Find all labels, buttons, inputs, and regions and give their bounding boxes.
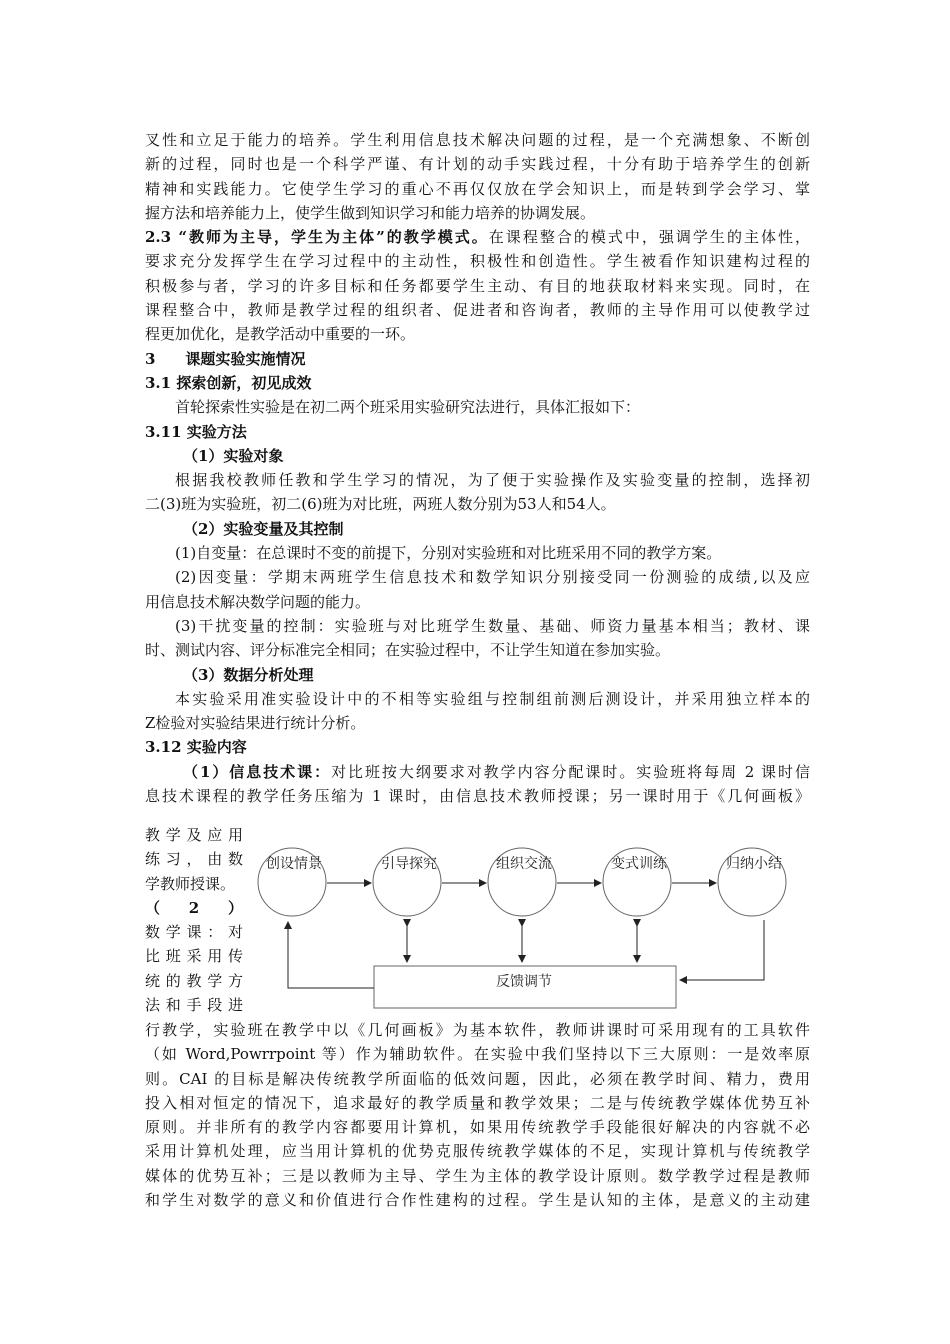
paragraph-line: (1)自变量：在总课时不变的前提下，分别对实验班和对比班采用不同的教学方案。: [175, 544, 722, 563]
paragraph-line: 课程整合中，教师是教学过程的组织者、促进者和咨询者，教师的主导作用可以使教学过: [145, 301, 810, 320]
paragraph-line: 教 学 及 应 用: [145, 826, 243, 844]
paragraph-line: 练 习 ， 由 数: [145, 850, 243, 869]
section-3-heading: 3 课题实验实施情况: [145, 349, 306, 368]
section-2-3-heading: 2.3 “教师为主导，学生为主体”的教学模式。: [145, 228, 489, 247]
math-course-label-line: 数 学 课 ： 对: [145, 923, 243, 942]
subheading-subject: （1）实验对象: [183, 446, 284, 465]
paragraph-line: 积极参与者，学习的许多目标和任务都要学生主动、有目的地获取材料来实现。同时，在: [145, 276, 810, 295]
feedback-label: 反馈调节: [496, 974, 552, 990]
paragraph-line: 息技术课程的教学任务压缩为 1 课时，由信息技术教师授课；另一课时用于《几何画板》: [145, 787, 810, 806]
teaching-flow-svg: [250, 828, 810, 1018]
main-text: [145, 128, 810, 808]
paragraph-line: 新的过程，同时也是一个科学严谨、有计划的动手实践过程，十分有助于培养学生的创新: [145, 155, 810, 174]
teaching-flow-diagram: [250, 828, 810, 1018]
feedback-arrow-left: [288, 922, 374, 988]
paragraph-line: 程更加优化，是教学活动中重要的一环。: [145, 325, 416, 344]
paragraph-line: 行教学，实验班在教学中以《几何画板》为基本软件，教师讲课时可采用现有的工具软件: [145, 1021, 810, 1039]
step-label: 引导探究: [381, 856, 437, 872]
subheading-variables: （2）实验变量及其控制: [183, 519, 344, 538]
paragraph-line: 统 的 教 学 方: [145, 971, 243, 990]
paragraph-line: 原则。并非所有的教学内容都要用计算机，如果用传统教学手段能很好解决的内容就不必: [145, 1118, 810, 1137]
continued-text: [145, 1018, 810, 1212]
step-label: 变式训练: [611, 856, 667, 872]
paragraph-line: 用信息技术解决数学问题的能力。: [145, 592, 371, 611]
step-label: 组织交流: [496, 856, 552, 872]
paragraph-line: 学教师授课。: [145, 874, 236, 893]
subheading-data-analysis: （3）数据分析处理: [183, 665, 314, 684]
paragraph-line: 和学生对数学的意义和价值进行合作性建构的过程。学生是认知的主体，是意义的主动建: [145, 1191, 810, 1210]
paragraph-line: Z检验对实验结果进行统计分析。: [145, 714, 366, 733]
paragraph-line: 根据我校教师任教和学生学习的情况，为了便于实验操作及实验变量的控制，选择初: [175, 471, 810, 490]
feedback-arrow-right: [680, 920, 764, 980]
paragraph-line: 本实验采用准实验设计中的不相等实验组与控制组前测后测设计，并采用独立样本的: [175, 689, 810, 708]
paragraph-line: 则。CAI 的目标是解决传统教学所面临的低效问题，因此，必须在教学时间、精力，费用: [145, 1069, 810, 1088]
section-3-12-heading: 3.12 实验内容: [145, 738, 247, 757]
it-course-first-line: （1）信息技术课：对比班按大纲要求对教学内容分配课时。实验班将每周 2 课时信: [183, 762, 810, 781]
paragraph-line: 法 和 手 段 进: [145, 996, 243, 1015]
paragraph-line: 时、测试内容、评分标准完全相同；在实验过程中，不让学生知道在参加实验。: [145, 641, 671, 660]
paragraph-line: 媒体的优势互补；三是以教师为主导、学生为主体的教学设计原则。数学教学过程是教师: [145, 1166, 810, 1185]
paragraph-line: （如 Word,Powrrpoint 等）作为辅助软件。在实验中我们坚持以下三大原则：一是效率原: [145, 1045, 810, 1064]
paragraph-line: (2)因变量：学期末两班学生信息技术和数学知识分别接受同一份测验的成绩,以及应: [175, 568, 810, 587]
paragraph-line: 握方法和培养能力上，使学生做到知识学习和能力培养的协调发展。: [145, 203, 596, 222]
paragraph-line: 比 班 采 用 传: [145, 947, 243, 966]
paragraph-line: 投入相对恒定的情况下，追求最好的教学质量和教学效果；二是与传统教学媒体优势互补: [145, 1093, 810, 1112]
step-label: 创设情景: [266, 856, 322, 872]
paragraph-line: (3)干扰变量的控制：实验班与对比班学生数量、基础、师资力量基本相当；教材、课: [175, 616, 810, 635]
paragraph-line: 采用计算机处理，应当用计算机的优势克服传统教学媒体的不足，实现计算机与传统教学: [145, 1142, 810, 1161]
paragraph-line: 精神和实践能力。它使学生学习的重心不再仅仅放在学会知识上，而是转到学会学习、掌: [145, 179, 810, 198]
paragraph-line: 二(3)班为实验班，初二(6)班为对比班，两班人数分别为53人和54人。: [145, 495, 616, 514]
math-course-number: （ 2 ）: [145, 898, 243, 917]
paragraph-line: 首轮探索性实验是在初二两个班采用实验研究法进行，具体汇报如下：: [175, 398, 641, 417]
paragraph-line: 叉性和立足于能力的培养。学生利用信息技术解决问题的过程，是一个充满想象、不断创: [145, 131, 810, 149]
section-3-11-heading: 3.11 实验方法: [145, 422, 247, 441]
wrapped-text-column: [145, 823, 243, 1017]
step-label: 归纳小结: [726, 856, 782, 872]
paragraph-line: 要求充分发挥学生在学习过程中的主动性，积极性和创造性。学生被看作知识建构过程的: [145, 252, 810, 271]
it-course-label: （1）信息技术课：: [183, 762, 332, 781]
section-2-3-first-line: 2.3 “教师为主导，学生为主体”的教学模式。在课程整合的模式中，强调学生的主体性，: [145, 228, 810, 247]
section-3-1-heading: 3.1 探索创新，初见成效: [145, 373, 312, 392]
